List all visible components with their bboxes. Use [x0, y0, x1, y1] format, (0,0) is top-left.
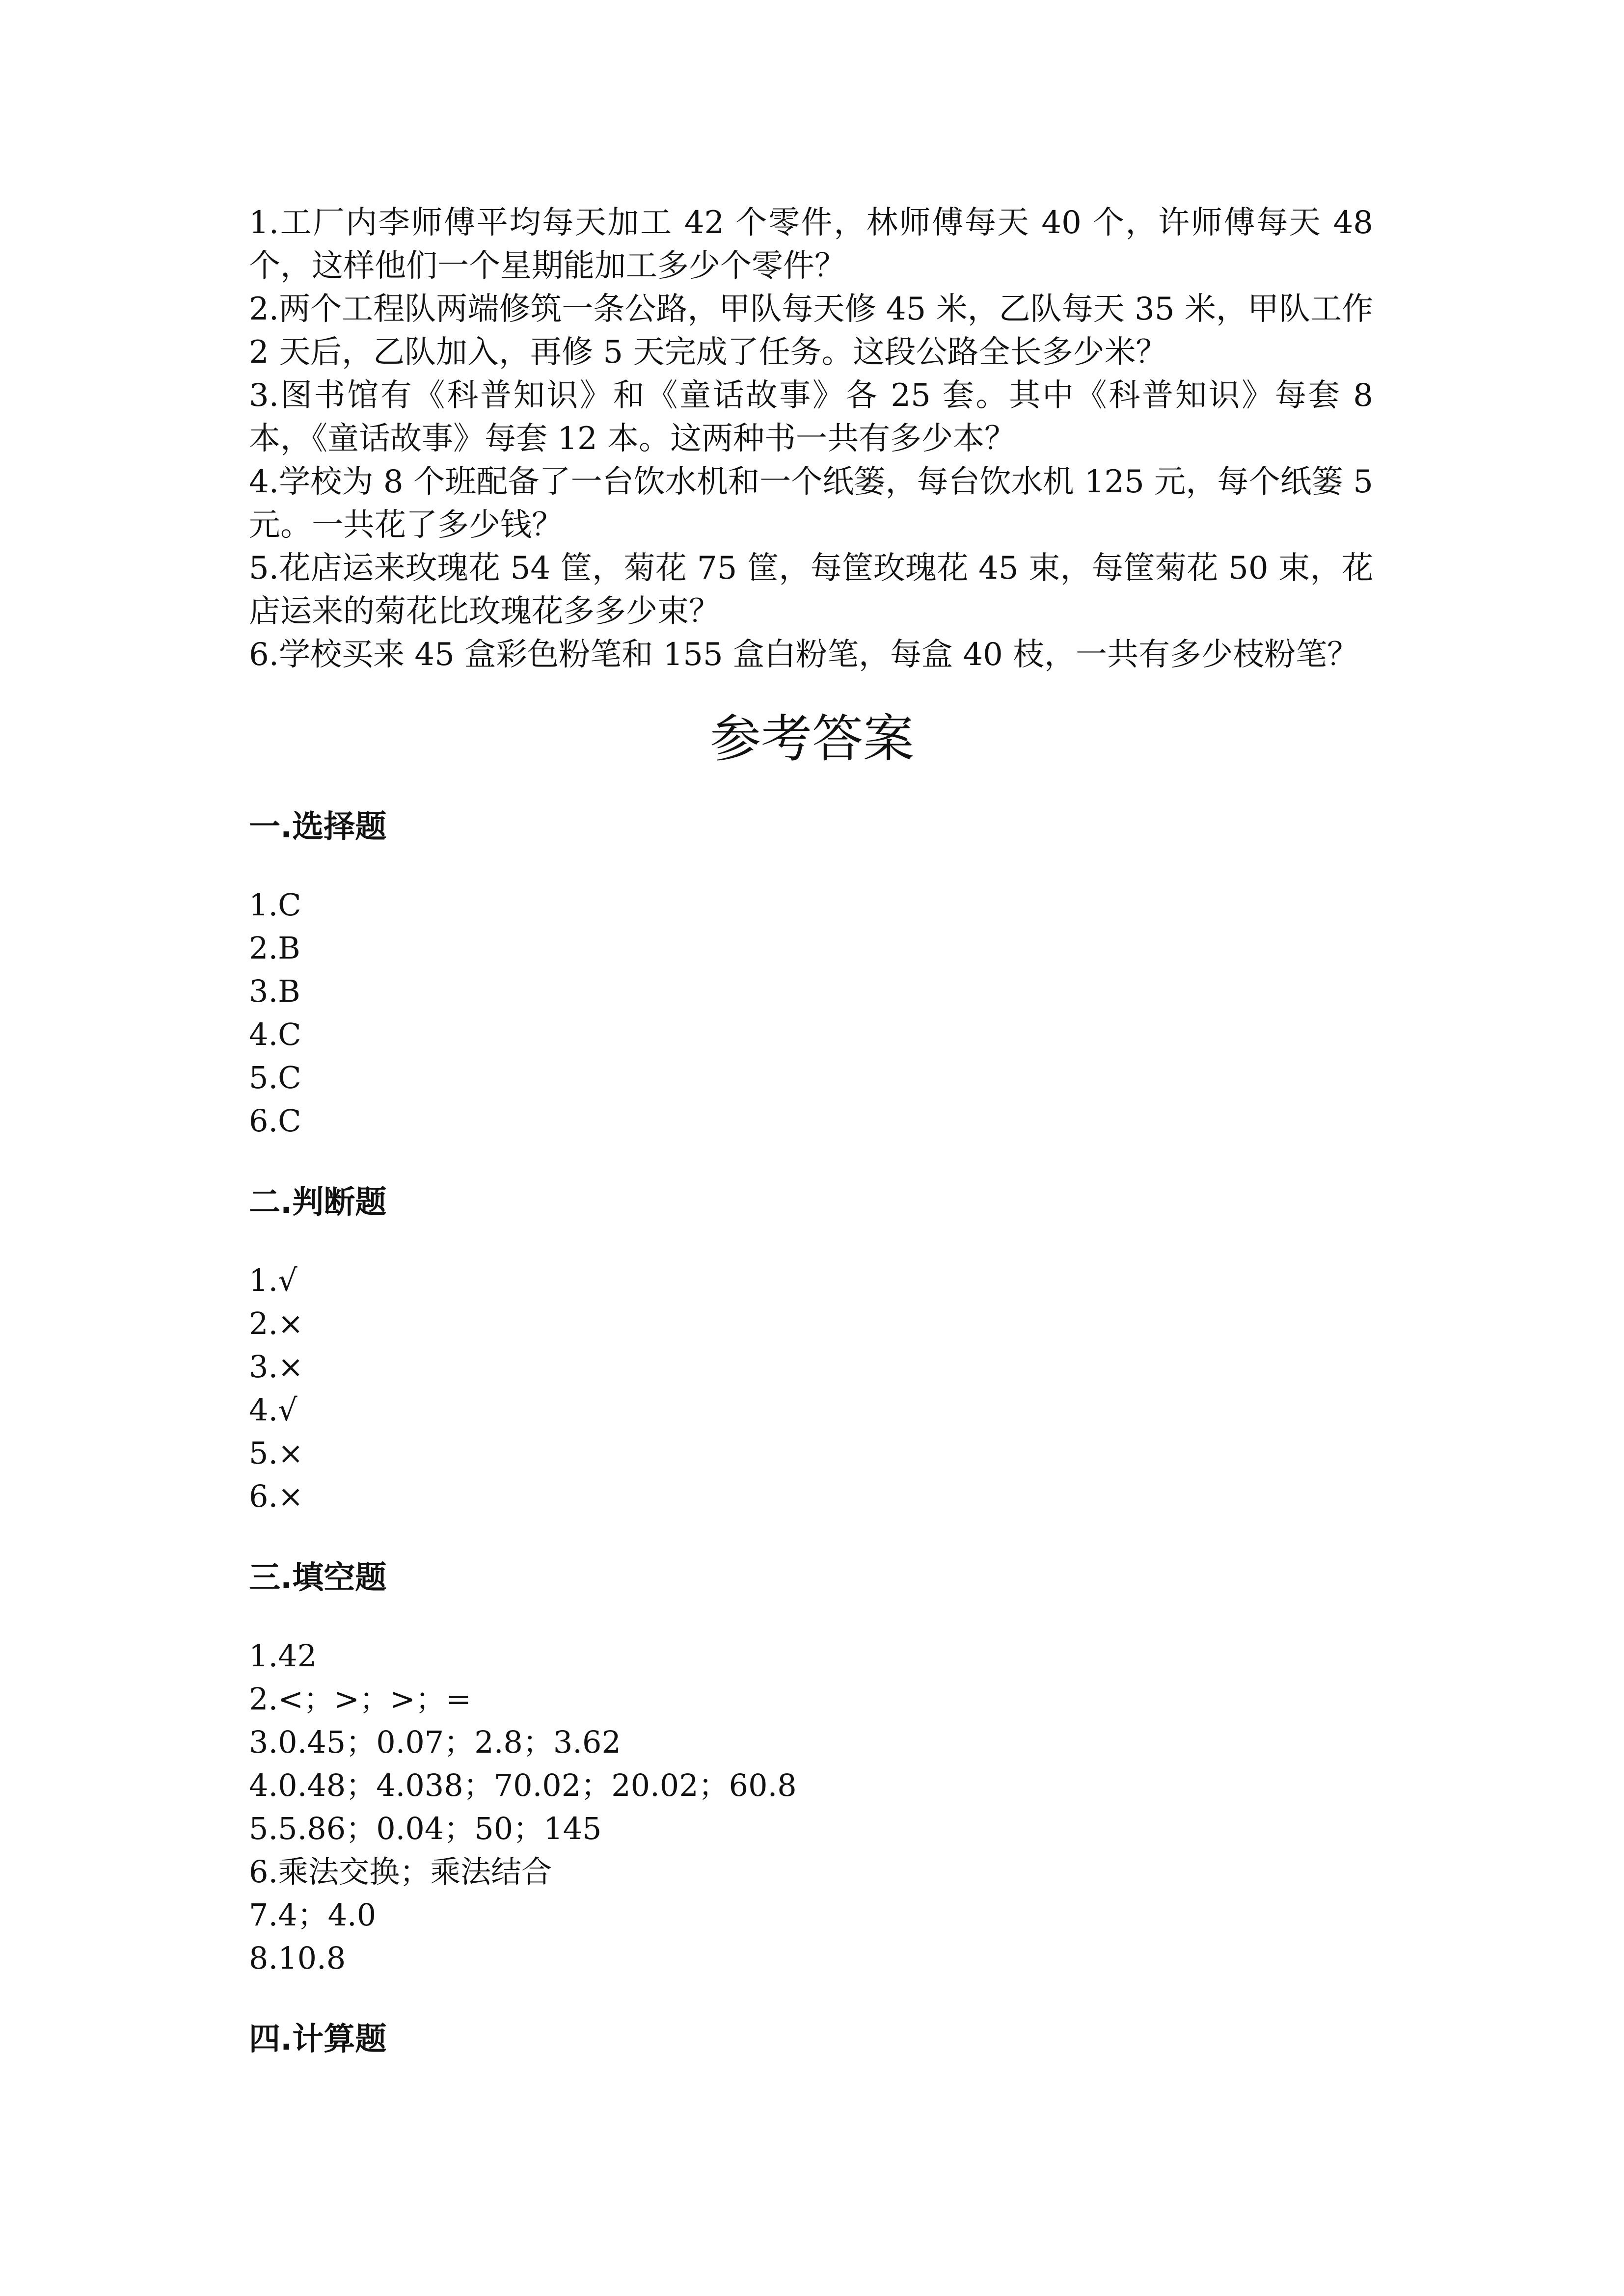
answer-item: 4.0.48；4.038；70.02；20.02；60.8: [249, 1767, 797, 1803]
section-heading: 一.选择题: [249, 809, 387, 845]
answer-key-title: 参考答案: [709, 709, 914, 769]
answer-item: 1.√: [249, 1262, 298, 1298]
answer-item: 1.C: [249, 887, 301, 923]
answer-item: 8.10.8: [249, 1940, 346, 1976]
answer-item: 4.C: [249, 1016, 301, 1052]
section-heading: 二.判断题: [249, 1184, 387, 1221]
word-problem-1: 1.工厂内李师傅平均每天加工 42 个零件，林师傅每天 40 个，许师傅每天 48 个，这样他们一个星期能加工多少个零件？: [249, 205, 1373, 284]
answer-item: 5.5.86；0.04；50；145: [249, 1811, 602, 1846]
answer-list: [249, 1634, 1373, 1980]
answer-item: 3.0.45；0.07；2.8；3.62: [249, 1724, 621, 1760]
answer-item: 3.B: [249, 973, 300, 1009]
answer-item: 6.×: [249, 1478, 304, 1514]
word-problem-2: 2.两个工程队两端修筑一条公路，甲队每天修 45 米，乙队每天 35 米，甲队工作 2 天后，乙队加入，再修 5 天完成了任务。这段公路全长多少米？: [249, 291, 1373, 371]
answer-item: 6.C: [249, 1103, 301, 1139]
answer-item: 2.<；>；>；=: [249, 1681, 471, 1717]
word-problem-4: 4.学校为 8 个班配备了一台饮水机和一个纸篓，每台饮水机 125 元，每个纸篓 5 元。一共花了多少钱？: [249, 464, 1373, 543]
section-true-false: [249, 1180, 1373, 1518]
answer-list: [249, 1259, 1373, 1518]
answer-list: [249, 883, 1373, 1143]
section-heading: 四.计算题: [249, 2021, 387, 2057]
answer-item: 3.×: [249, 1349, 304, 1385]
answer-item: 5.C: [249, 1060, 301, 1095]
section-fill-in-blank: [249, 1556, 1373, 1980]
section-heading: 三.填空题: [249, 1560, 387, 1596]
word-problems-list: [249, 201, 1373, 676]
answer-item: 2.B: [249, 930, 300, 966]
word-problem-3: 3.图书馆有《科普知识》和《童话故事》各 25 套。其中《科普知识》每套 8 本，《童话故事》每套 12 本。这两种书一共有多少本？: [249, 377, 1373, 457]
answer-item: 7.4；4.0: [249, 1897, 377, 1933]
answer-item: 4.√: [249, 1392, 298, 1428]
answer-item: 2.×: [249, 1306, 304, 1341]
answer-item: 5.×: [249, 1435, 304, 1471]
section-calculation: [249, 2017, 1373, 2061]
word-problem-6: 6.学校买来 45 盒彩色粉笔和 155 盒白粉笔，每盒 40 枝，一共有多少枝粉笔？: [249, 637, 1359, 673]
answer-item: 1.42: [249, 1638, 317, 1674]
word-problem-5: 5.花店运来玫瑰花 54 筐，菊花 75 筐，每筐玫瑰花 45 束，每筐菊花 50 束，花店运来的菊花比玫瑰花多多少束？: [249, 550, 1373, 630]
answer-item: 6.乘法交换；乘法结合: [249, 1854, 552, 1890]
section-multiple-choice: [249, 805, 1373, 1143]
